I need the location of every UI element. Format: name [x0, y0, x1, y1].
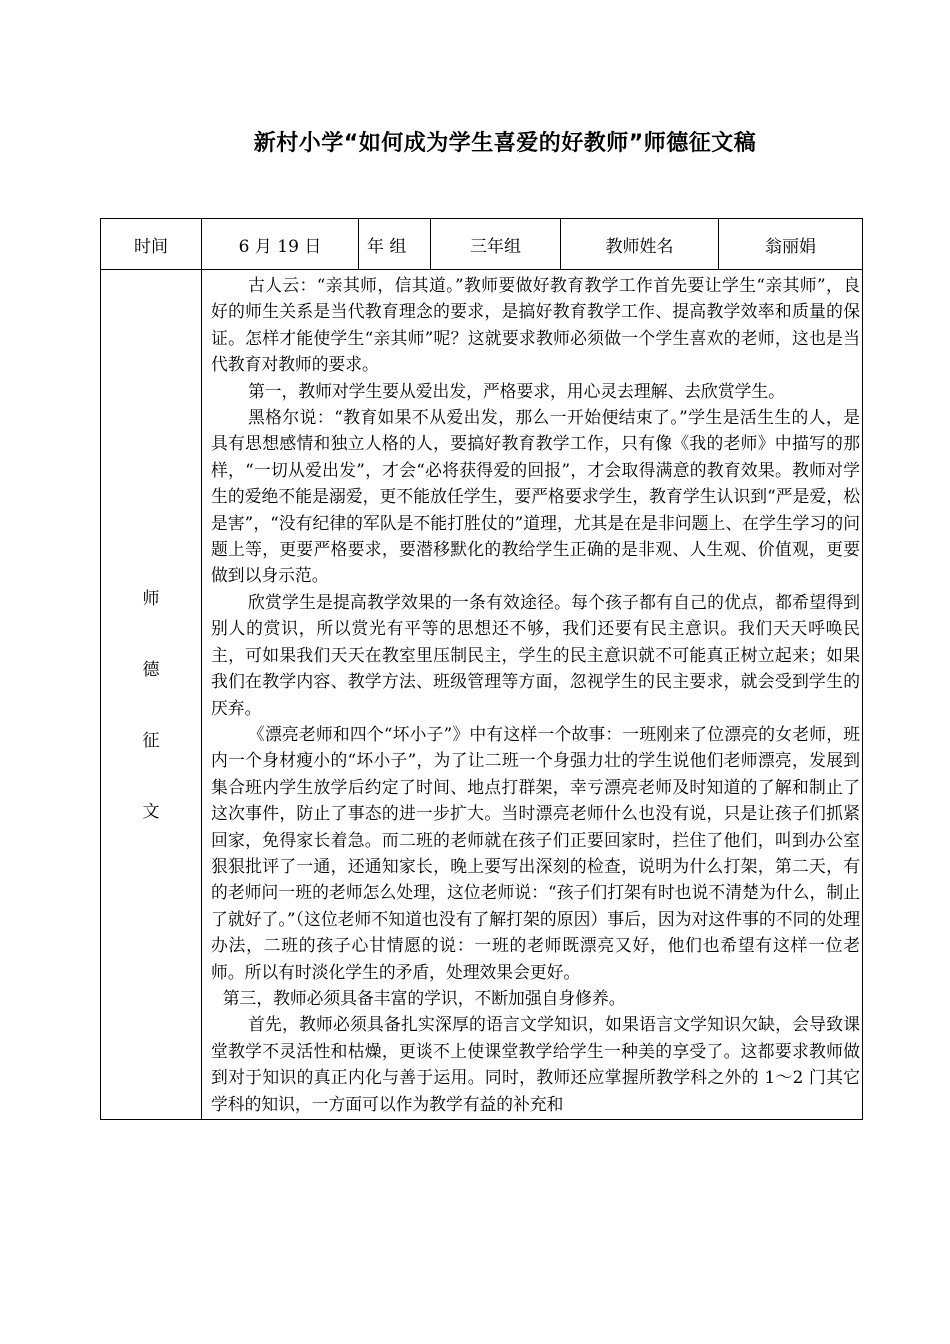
side-label-char: 征 [142, 730, 160, 751]
essay-paragraph: 第一，教师对学生要从爱出发，严格要求，用心灵去理解、去欣赏学生。 [247, 380, 785, 401]
essay-paragraph: 欣赏学生是提高教学效果的一条有效途径。每个孩子都有自己的优点，都希望得到别人的赏识，所以赏光有平等的思想还不够，我们还要有民主意识。我们天天呼唤民主，可如果我们天天在教室里压制民主，学生的民主意识就不可能真正树立起来；如果我们在教学内容、教学方法、班级管理等方面，忽视学生的民主要求，就会受到学生的厌弃。 [211, 591, 860, 718]
grade-value: 三年组 [431, 219, 561, 270]
essay-form-table [100, 218, 863, 1120]
side-label-char: 师 [142, 588, 160, 609]
header-row [101, 219, 863, 270]
essay-paragraph: 古人云：“亲其师，信其道。”教师要做好教育教学工作首先要让学生“亲其师”，良好的师生关系是当代教育理念的要求，是搞好教育教学工作、提高教学效率和质量的保证。怎样才能使学生“亲其师”呢？这就要求教师必须做一个学生喜欢的老师，这也是当代教育对教师的要求。 [211, 275, 860, 375]
body-row [101, 270, 863, 1120]
side-label-char: 德 [142, 659, 160, 680]
time-value: 6 月 19 日 [202, 219, 359, 270]
time-label: 时间 [101, 219, 202, 270]
document-title: 新村小学“如何成为学生喜爱的好教师”师德征文稿 [253, 131, 757, 156]
teacher-name-label: 教师姓名 [561, 219, 719, 270]
essay-paragraph: 第三，教师必须具备丰富的学识，不断加强自身修养。 [222, 987, 626, 1008]
side-label-char: 文 [142, 801, 160, 822]
essay-side-label [101, 270, 202, 1120]
teacher-name-value: 翁丽娟 [719, 219, 863, 270]
essay-paragraph: 《漂亮老师和四个“坏小子”》中有这样一个故事：一班刚来了位漂亮的女老师，班内一个身材瘦小的“坏小子”，为了让二班一个身强力壮的学生说他们老师漂亮，发展到集合班内学生放学后约定了时间、地点打群架，幸亏漂亮老师及时知道的了解和制止了这次事件，防止了事态的进一步扩大。当时漂亮老师什么也没有说，只是让孩子们抓紧回家，免得家长着急。而二班的老师就在孩子们正要回家时，拦住了他们，叫到办公室狠狠批评了一通，还通知家长，晚上要写出深刻的检查，说明为什么打架，第二天，有的老师问一班的老师怎么处理，这位老师说：“孩子们打架有时也说不清楚为什么，制止了就好了。”（这位老师不知道也没有了解打架的原因）事后，因为对这件事的不同的处理办法，二班的孩子心甘情愿的说：一班的老师既漂亮又好，他们也希望有这样一位老师。所以有时淡化学生的矛盾，处理效果会更好。 [211, 723, 860, 982]
essay-body [202, 270, 863, 1120]
grade-label: 年 组 [359, 219, 431, 270]
essay-paragraph: 黑格尔说：“教育如果不从爱出发，那么一开始便结束了。”学生是活生生的人，是具有思想感情和独立人格的人，要搞好教育教学工作，只有像《我的老师》中描写的那样，“一切从爱出发”，才会“必将获得爱的回报”，才会取得满意的教育效果。教师对学生的爱绝不能是溺爱，更不能放任学生，要严格要求学生，教育学生认识到“严是爱，松是害”，“没有纪律的军队是不能打胜仗的”道理，尤其是在是非问题上、在学生学习的问题上等，更要严格要求，要潜移默化的教给学生正确的是非观、人生观、价值观，更要做到以身示范。 [211, 407, 860, 586]
essay-paragraph: 首先，教师必须具备扎实深厚的语言文学知识，如果语言文学知识欠缺，会导致课堂教学不灵活性和枯燥，更谈不上使课堂教学给学生一种美的享受了。这都要求教师做到对于知识的真正内化与善于运用。同时，教师还应掌握所教学科之外的 1～2 门其它学科的知识，一方面可以作为教学有益的补充和 [211, 1014, 860, 1114]
